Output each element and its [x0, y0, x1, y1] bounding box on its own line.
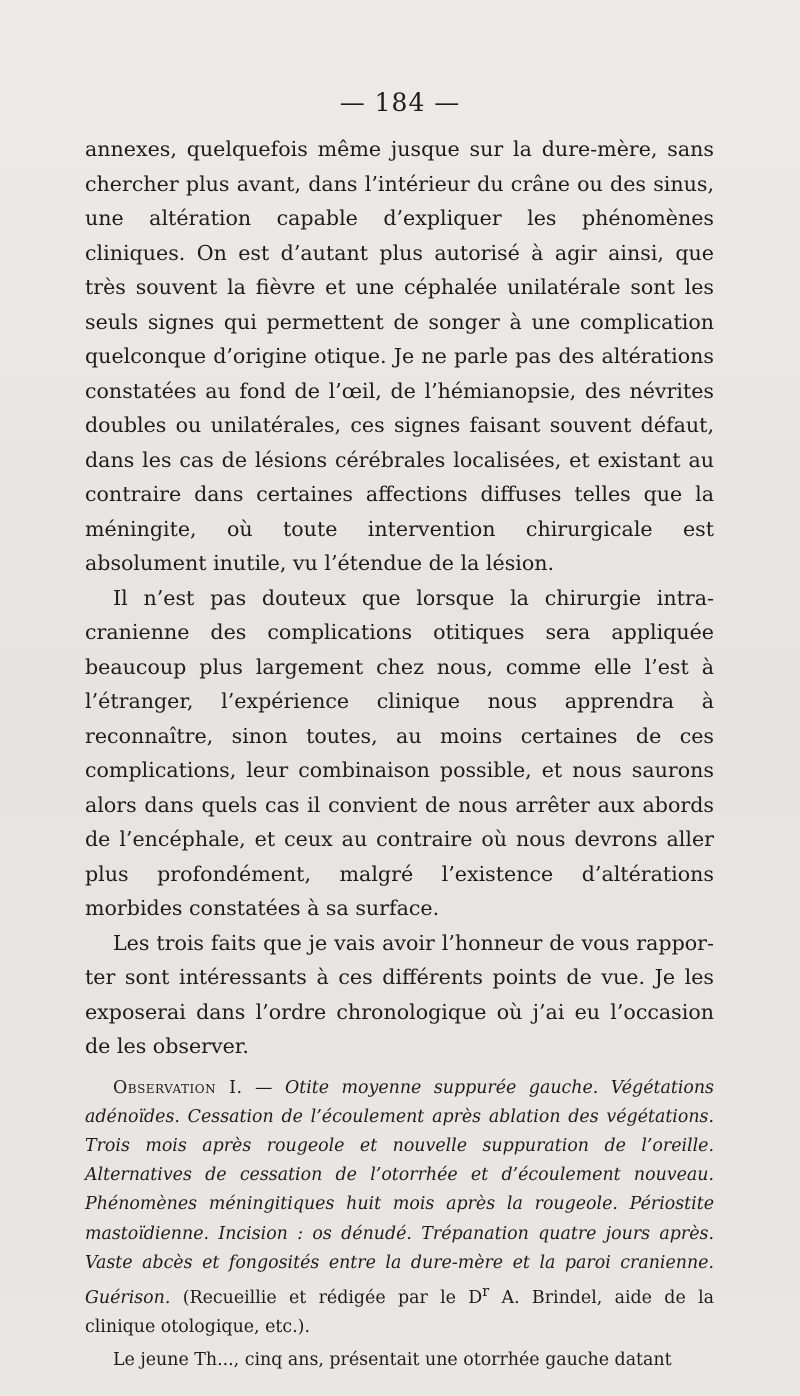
observation-note-sup: r: [482, 1283, 490, 1300]
observation-label: Observation I.: [113, 1077, 243, 1098]
paragraph-case-start: Le jeune Th..., cinq ans, présentait une otorrhée gauche datant: [113, 1350, 672, 1371]
observation-note-prefix: (Recueillie et rédigée par le D: [170, 1287, 483, 1308]
paragraph-2: Il n’est pas douteux que lorsque la chirurgie intra-cranienne des complications otitiques sera appliquée beaucoup plus largement chez nous, comme elle l’est à l’étranger, l’expérience clinique nous apprendra à reconnaître, sinon toutes, au moins certaines de ces complications, leur combinaison possible, et nous saurons alors dans quels cas il convient de nous arrêter aux abords de l’encéphale, et ceux au contraire où nous devrons aller plus profondément, malgré l’existence d’altérations morbides constatées à sa surface.: [85, 585, 714, 920]
observation-note-suffix: A. Brindel, aide de la clinique otologique, etc.).: [85, 1287, 714, 1337]
observation-dash: —: [242, 1077, 285, 1098]
page-number: — 184 —: [339, 88, 461, 117]
observation-block: [85, 1074, 714, 1343]
observation-title: Otite moyenne suppurée gauche. Végétations adénoïdes. Cessation de l’écoulement après ablation des végétations. Trois mois après rougeole et nouvelle suppuration de l’oreille. Alternatives de cessation de l’otorrhée et d’écoulement nouveau. Phénomènes méningitiques huit mois après la rougeole. Périostite mastoïdienne. Incision : os dénudé. Trépanation quatre jours après. Vaste abcès et fongosités entre la dure-mère et la paroi cranienne. Guérison.: [85, 1077, 714, 1308]
paragraph-1: annexes, quelquefois même jusque sur la dure-mère, sans chercher plus avant, dans l’intérieur du crâne ou des sinus, une altération capable d’expliquer les phénomènes cliniques. On est d’autant plus autorisé à agir ainsi, que très souvent la fièvre et une céphalée unilatérale sont les seuls signes qui permettent de songer à une complication quelconque d’origine otique. Je ne parle pas des altérations constatées au fond de l’œil, de l’hémianopsie, des névrites doubles ou unilatérales, ces signes faisant souvent défaut, dans les cas de lésions cérébrales localisées, et existant au contraire dans certaines affections diffuses telles que la méningite, où toute intervention chirurgicale est absolument inutile, vu l’étendue de la lésion.: [85, 137, 714, 575]
paragraph-3: Les trois faits que je vais avoir l’honneur de vous rapporter sont intéressants à ces différents points de vue. Je les exposerai dans l’ordre chronologique où j’ai eu l’occasion de les observer.: [85, 930, 714, 1058]
body-text: [85, 132, 714, 1375]
